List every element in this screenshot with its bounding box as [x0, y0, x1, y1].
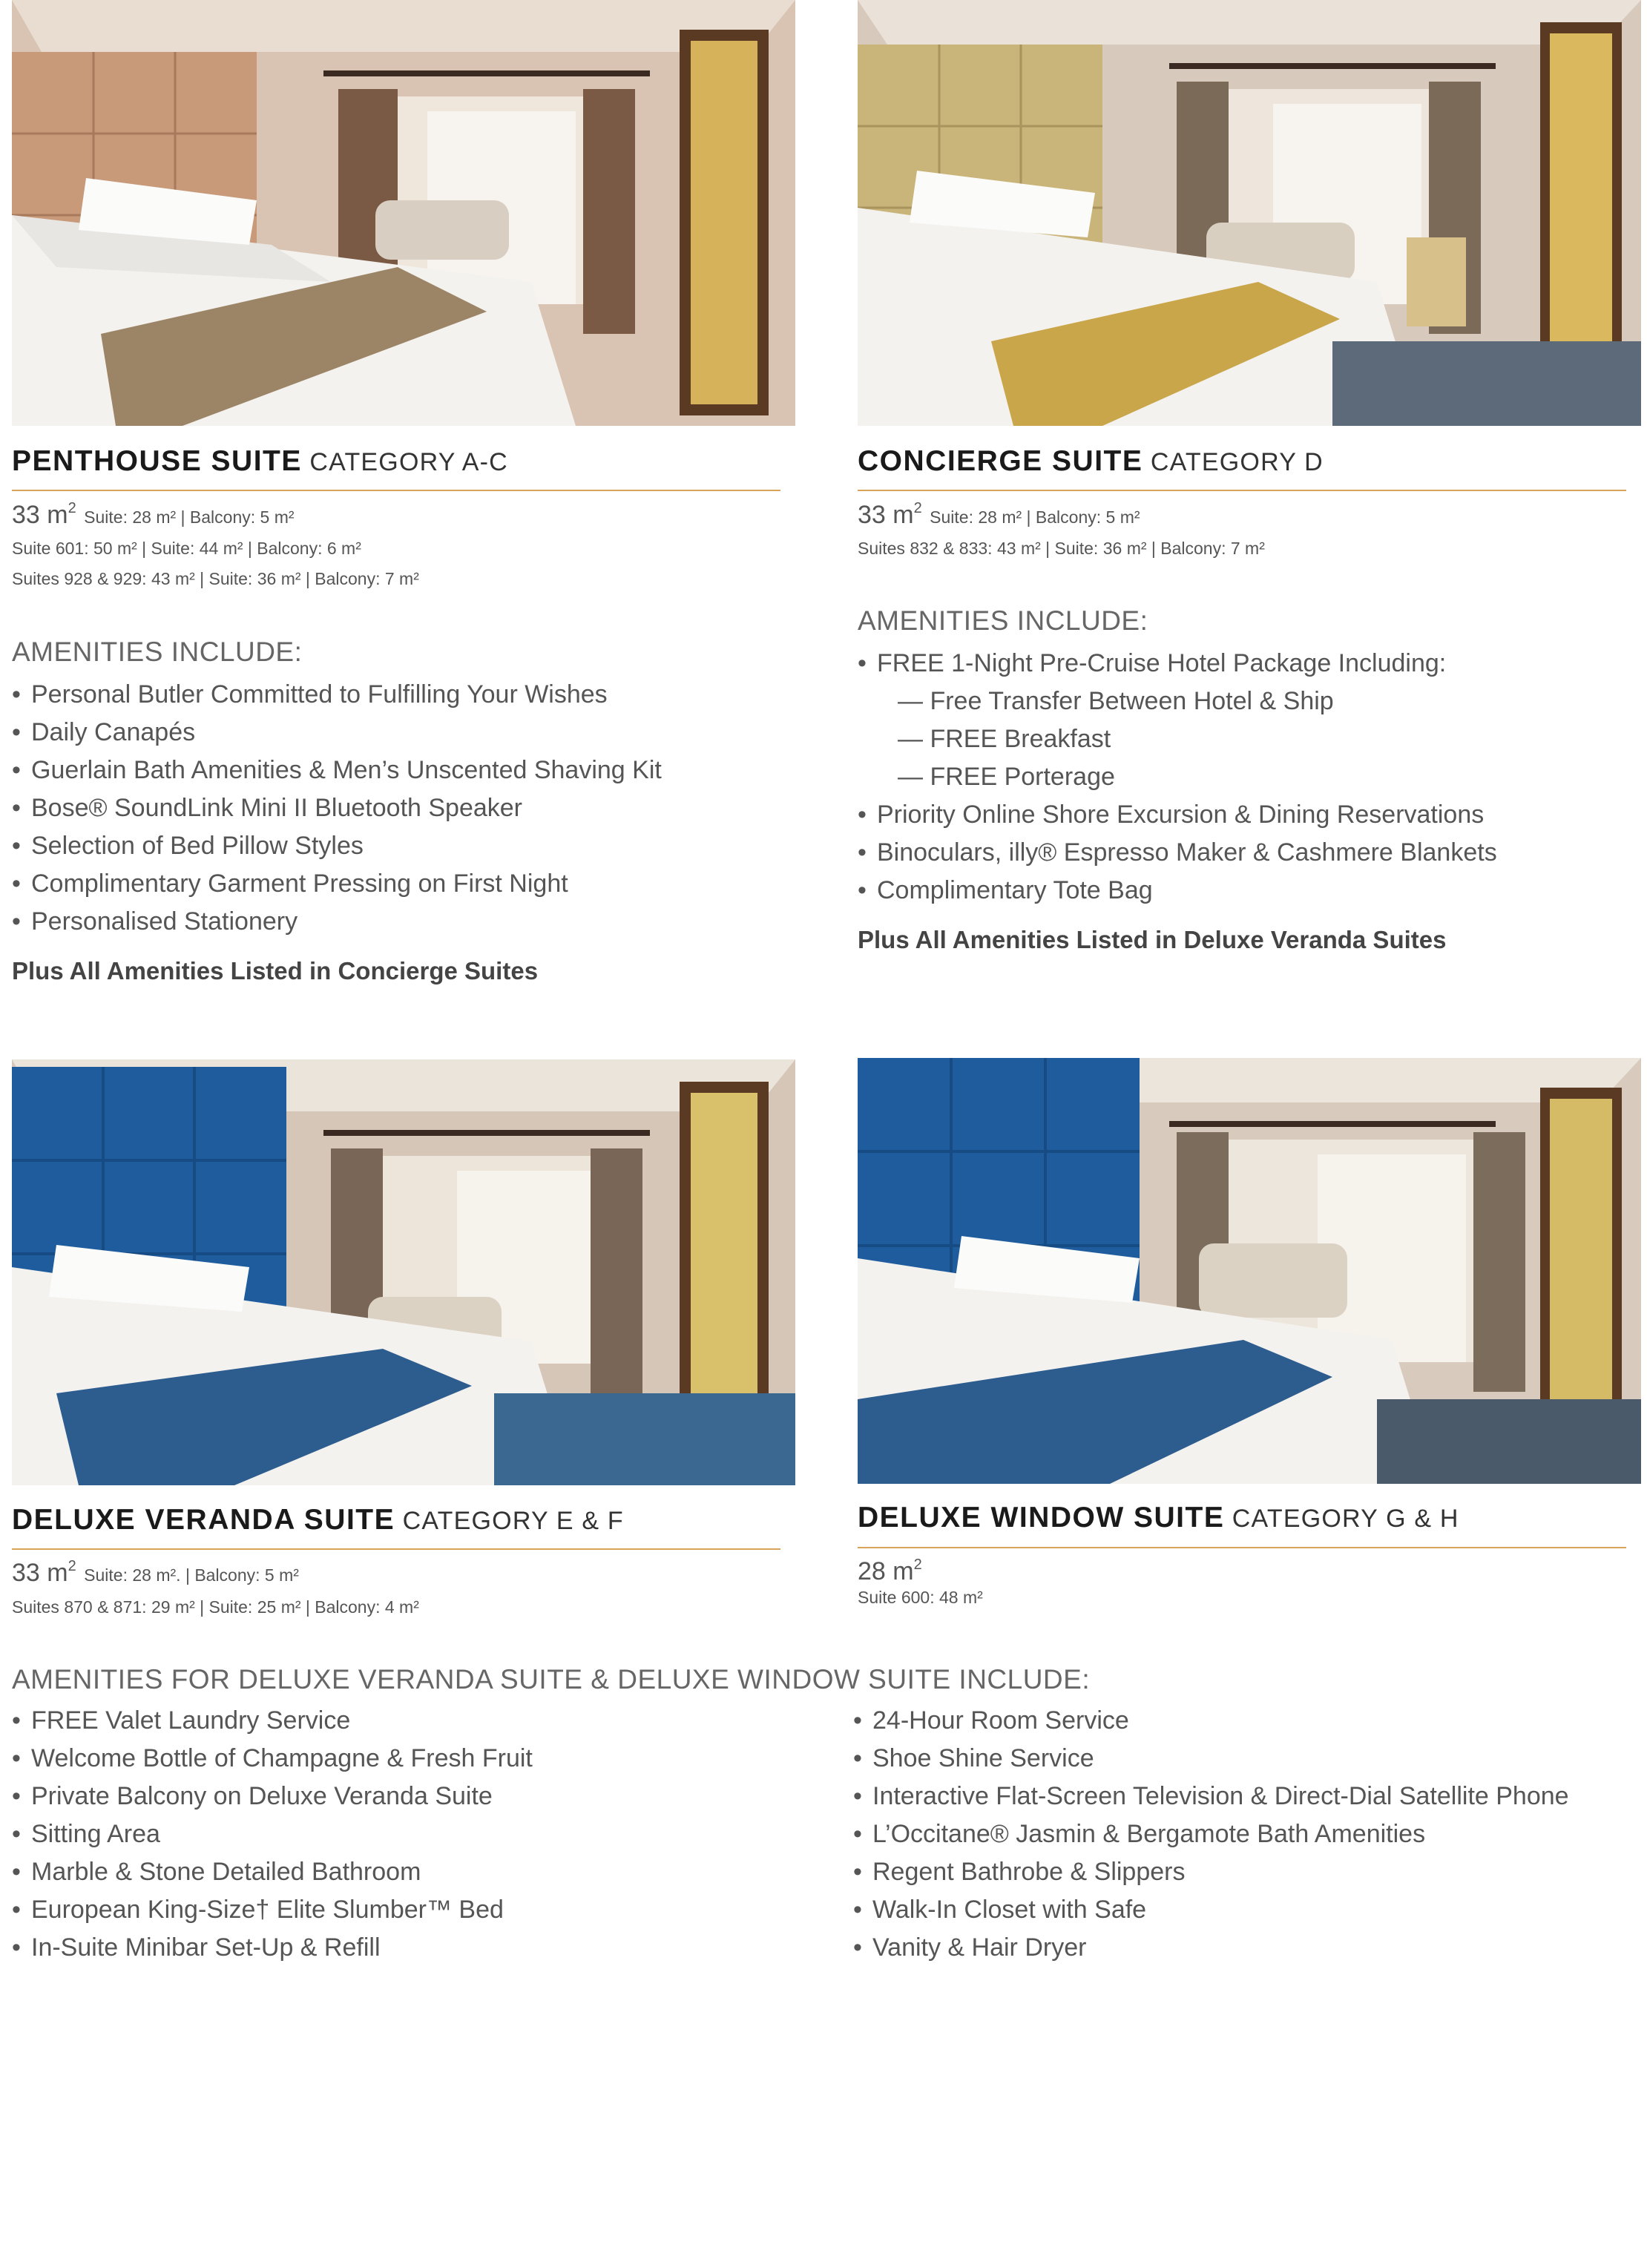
size-note: Suite: 28 m² | Balcony: 5 m²: [84, 507, 295, 527]
list-item: • Guerlain Bath Amenities & Men’s Unscented Shaving Kit: [12, 756, 662, 784]
size-value: 28 $m^2$: [858, 1557, 922, 1585]
suite-name: DELUXE VERANDA SUITE: [12, 1504, 395, 1536]
list-item: • L’Occitane® Jasmin & Bergamote Bath Amenities: [853, 1820, 1426, 1848]
size-value: 33 $m^2$: [858, 500, 922, 529]
suite-category: CATEGORY E & F: [402, 1507, 624, 1535]
photo-deluxe-veranda-suite: [12, 1059, 795, 1485]
deluxe-veranda-suite-title: [12, 1504, 624, 1544]
amenities-heading: AMENITIES INCLUDE:: [858, 605, 1148, 636]
size-value: 33 $m^2$: [12, 1558, 76, 1587]
shared-amenities-right-list: [853, 1702, 1569, 1967]
list-item: • Personalised Stationery: [12, 907, 298, 936]
size-detail: Suite 600: 48 m²: [858, 1588, 983, 1607]
list-item: • Sitting Area: [12, 1820, 160, 1848]
size-detail: Suites 832 & 833: 43 m² | Suite: 36 m² | Balcony: 7 m²: [858, 539, 1265, 558]
shared-amenities-heading: AMENITIES FOR DELUXE VERANDA SUITE & DELUXE WINDOW SUITE INCLUDE:: [12, 1664, 1091, 1695]
list-item: • Complimentary Garment Pressing on First Night: [12, 870, 568, 898]
list-item: • FREE Valet Laundry Service: [12, 1706, 351, 1735]
concierge-suite-title: [858, 445, 1324, 485]
suite-name: CONCIERGE SUITE: [858, 445, 1143, 477]
list-subitem: — FREE Porterage: [898, 763, 1115, 791]
list-item: • Interactive Flat-Screen Television & Direct-Dial Satellite Phone: [853, 1782, 1569, 1810]
concierge-size: [858, 500, 1140, 530]
list-item: • Private Balcony on Deluxe Veranda Suite: [12, 1782, 493, 1810]
size-detail: Suites 870 & 871: 29 m² | Suite: 25 m² | Balcony: 4 m²: [12, 1597, 419, 1617]
list-item: • Walk-In Closet with Safe: [853, 1896, 1147, 1924]
penthouse-amenities-list: [12, 676, 662, 941]
shared-amenities-left-list: [12, 1702, 533, 1967]
heading-rule: [12, 490, 780, 491]
plus-amenities-note: Plus All Amenities Listed in Deluxe Veranda Suites: [858, 926, 1447, 953]
concierge-amenities-list: [858, 645, 1497, 910]
list-item: • Vanity & Hair Dryer: [853, 1933, 1087, 1962]
size-detail: Suite 601: 50 m² | Suite: 44 m² | Balcony: 6 m²: [12, 539, 361, 558]
penthouse-size: [12, 500, 295, 530]
size-detail: Suites 928 & 929: 43 m² | Suite: 36 m² | Balcony: 7 m²: [12, 569, 419, 588]
deluxe-veranda-size: [12, 1558, 299, 1588]
list-item: • Daily Canapés: [12, 718, 196, 746]
size-note: Suite: 28 m². | Balcony: 5 m²: [84, 1565, 299, 1585]
heading-rule: [858, 490, 1626, 491]
list-item: • Binoculars, illy® Espresso Maker & Cashmere Blankets: [858, 838, 1497, 867]
photo-concierge-suite: [858, 0, 1641, 426]
list-item: • Personal Butler Committed to Fulfilling Your Wishes: [12, 680, 608, 709]
list-item: • In-Suite Minibar Set-Up & Refill: [12, 1933, 381, 1962]
list-item: • Priority Online Shore Excursion & Dining Reservations: [858, 801, 1485, 829]
suite-category: CATEGORY D: [1150, 448, 1324, 476]
list-item: • 24-Hour Room Service: [853, 1706, 1129, 1735]
amenities-heading: AMENITIES INCLUDE:: [12, 637, 303, 667]
suite-name: DELUXE WINDOW SUITE: [858, 1502, 1225, 1534]
list-item: • Bose® SoundLink Mini II Bluetooth Speaker: [12, 794, 523, 822]
suite-category: CATEGORY G & H: [1232, 1505, 1459, 1533]
deluxe-window-size: [858, 1557, 922, 1586]
size-value: 33 $m^2$: [12, 500, 76, 529]
heading-rule: [12, 1548, 780, 1550]
photo-deluxe-window-suite: [858, 1058, 1641, 1484]
plus-amenities-note: Plus All Amenities Listed in Concierge Suites: [12, 957, 539, 985]
list-subitem: — FREE Breakfast: [898, 725, 1111, 753]
list-item: • Shoe Shine Service: [853, 1744, 1094, 1772]
list-item: • FREE 1-Night Pre-Cruise Hotel Package Including:: [858, 649, 1447, 677]
deluxe-window-suite-title: [858, 1502, 1459, 1542]
list-subitem: — Free Transfer Between Hotel & Ship: [898, 687, 1334, 715]
size-note: Suite: 28 m² | Balcony: 5 m²: [930, 507, 1140, 527]
heading-rule: [858, 1547, 1626, 1548]
suite-category: CATEGORY A-C: [309, 448, 508, 476]
list-item: • Selection of Bed Pillow Styles: [12, 832, 364, 860]
list-item: • Regent Bathrobe & Slippers: [853, 1858, 1186, 1886]
penthouse-suite-title: [12, 445, 508, 485]
list-item: • Welcome Bottle of Champagne & Fresh Fruit: [12, 1744, 533, 1772]
photo-penthouse-suite: [12, 0, 795, 426]
list-item: • European King-Size† Elite Slumber™ Bed: [12, 1896, 504, 1924]
suite-name: PENTHOUSE SUITE: [12, 445, 302, 477]
list-item: • Complimentary Tote Bag: [858, 876, 1153, 904]
list-item: • Marble & Stone Detailed Bathroom: [12, 1858, 421, 1886]
